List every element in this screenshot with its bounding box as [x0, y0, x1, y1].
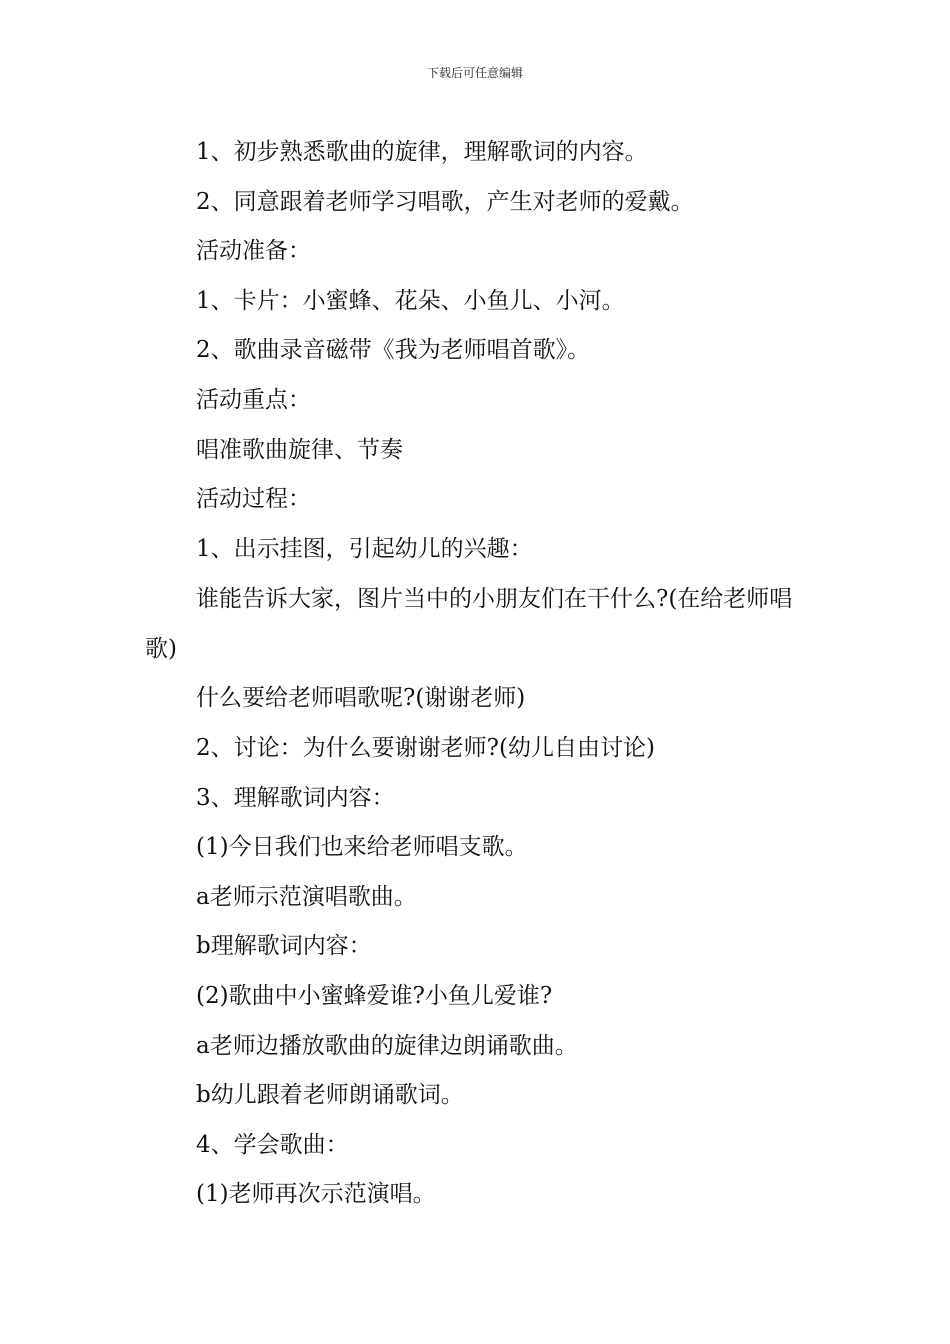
paragraph: 1、初步熟悉歌曲的旋律，理解歌词的内容。	[196, 139, 648, 165]
paragraph: (1)今日我们也来给老师唱支歌。	[196, 834, 528, 861]
paragraph: 2、讨论：为什么要谢谢老师?(幼儿自由讨论)	[196, 734, 655, 761]
paragraph: 1、出示挂图，引起幼儿的兴趣：	[196, 535, 533, 562]
paragraph: b理解歌词内容：	[196, 933, 372, 960]
paragraph: (1)老师再次示范演唱。	[196, 1181, 436, 1208]
paragraph: a老师边播放歌曲的旋律边朗诵歌曲。	[196, 1032, 578, 1059]
document-body	[145, 128, 815, 1220]
section-heading: 活动重点：	[196, 386, 311, 413]
paragraph: 3、理解歌词内容：	[196, 784, 395, 811]
paragraph: b幼儿跟着老师朗诵歌词。	[196, 1082, 464, 1109]
paragraph: (2)歌曲中小蜜蜂爱谁?小鱼儿爱谁?	[196, 982, 553, 1009]
section-heading: 活动过程：	[196, 486, 311, 513]
section-heading: 活动准备：	[196, 238, 311, 265]
page-header: 下载后可任意编辑	[426, 66, 523, 80]
paragraph: 什么要给老师唱歌呢?(谢谢老师)	[196, 685, 526, 712]
paragraph: 4、学会歌曲：	[196, 1131, 349, 1158]
paragraph: 谁能告诉大家，图片当中的小朋友们在干什么?(在给老师唱歌)	[145, 586, 793, 663]
paragraph: 2、歌曲录音磁带《我为老师唱首歌》。	[196, 337, 591, 364]
paragraph: 唱准歌曲旋律、节奏	[196, 436, 403, 463]
paragraph: a老师示范演唱歌曲。	[196, 883, 417, 910]
paragraph: 1、卡片：小蜜蜂、花朵、小鱼儿、小河。	[196, 287, 625, 314]
paragraph: 2、同意跟着老师学习唱歌，产生对老师的爱戴。	[196, 188, 694, 215]
